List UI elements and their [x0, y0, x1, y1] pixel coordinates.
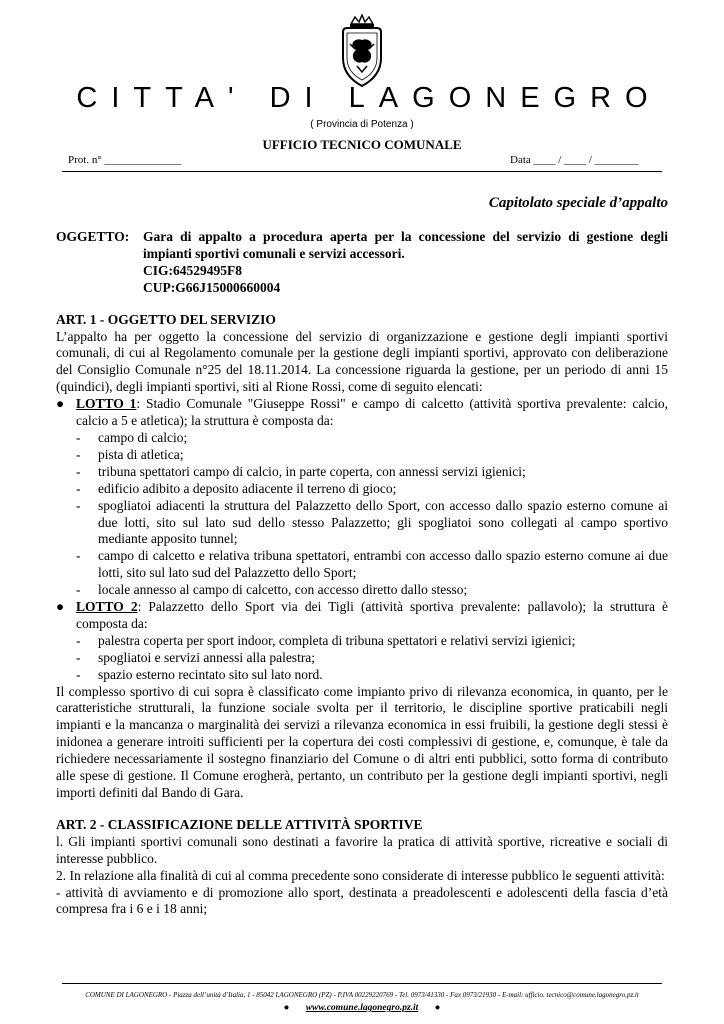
- bullet-icon: ●: [434, 1003, 441, 1013]
- office-title: UFFICIO TECNICO COMUNALE: [262, 137, 462, 152]
- bullet-icon: ●: [56, 599, 65, 615]
- list-item-text: palestra coperta per sport indoor, completa di tribuna spettatori e relativi servizi igienici;: [98, 632, 576, 648]
- lotto-1: [56, 396, 668, 430]
- document-body: [56, 229, 668, 918]
- website-link[interactable]: www.comune.lagonegro.pz.it: [305, 1003, 419, 1013]
- list-item: - locale annesso al campo di calcetto, con accesso diretto dallo stesso;: [56, 582, 668, 599]
- list-item: - spogliatoi adiacenti la struttura del Palazzetto dello Sport, con accesso dallo spazio esterno comune ai due lotti, sito sul lato sud dello stesso Palazzetto; gli spogliatoi sono collegati al campo sportivo mediante apposito tunnel;: [76, 497, 668, 547]
- list-item: - campo di calcetto e relativa tribuna spettatori, entrambi con accesso dallo spazio esterno comune ai due lotti, sito sul lato sud del Palazzetto dello Sport;: [76, 548, 668, 581]
- list-item-text: locale annesso al campo di calcetto, con accesso diretto dallo stesso;: [98, 582, 468, 598]
- lotto-2-text: : Palazzetto dello Sport via dei Tigli (attività sportiva prevalente: pallavolo); la struttura è composta da:: [76, 599, 668, 631]
- oggetto-block: [56, 229, 668, 297]
- list-item: - edificio adibito a deposito adiacente il terreno di gioco;: [56, 481, 668, 498]
- list-item-text: campo di calcio;: [98, 429, 188, 445]
- list-item-text: pista di atletica;: [98, 446, 184, 462]
- footer-address: COMUNE DI LAGONEGRO - Piazza dell’unità d’Italia, 1 - 85042 LAGONEGRO (PZ) - P.IVA 00229220769 - Tel. 0973/41330 - Fax 0973/21930 - E-mail: ufficio. tecnico@comune.lagonegro.pz.it: [85, 991, 639, 999]
- list-item: - palestra coperta per sport indoor, completa di tribuna spettatori e relativi servizi igienici;: [56, 633, 668, 650]
- oggetto-label: OGGETTO:: [56, 229, 130, 244]
- list-item-text: edificio adibito a deposito adiacente il terreno di gioco;: [98, 480, 397, 496]
- lotto-1-text: : Stadio Comunale "Giuseppe Rossi" e campo di calcetto (attività sportiva prevalente: calcio, calcio a 5 e atletica); la struttura è composta da:: [76, 396, 668, 429]
- list-item: - spogliatoi e servizi annessi alla palestra;: [56, 650, 668, 667]
- list-item: - pista di atletica;: [56, 447, 668, 464]
- oggetto-text: Gara di appalto a procedura aperta per la concessione del servizio di gestione degli impianti sportivi comunali e servizi accessori.: [143, 229, 668, 261]
- lotto-2: [56, 599, 668, 633]
- cup-code: CUP:G66J15000660004: [143, 279, 281, 295]
- art2-title: ART. 2 - CLASSIFICAZIONE DELLE ATTIVITÀ SPORTIVE: [56, 816, 423, 832]
- footer-website-row: [0, 1003, 724, 1013]
- lotto-2-label: LOTTO 2: [76, 599, 138, 615]
- province-label: ( Provincia di Potenza ): [310, 119, 414, 130]
- list-item: - campo di calcio;: [56, 430, 668, 447]
- list-item-text: spogliatoi e servizi annessi alla palestra;: [98, 649, 316, 665]
- art1-intro: L’appalto ha per oggetto la concessione del servizio di organizzazione e gestione degli impianti sportivi comunali, di cui al Regolamento comunale per la gestione degli impianti sportivi, approvato con deliberazione del Consiglio Comunale n°25 del 18.11.2014. La concessione riguarda la gestione, per un periodo di anni 15 (quindici), degli impianti sportivi, siti al Rione Rossi, come di seguito elencati:: [56, 328, 668, 395]
- lotto-1-label: LOTTO 1: [76, 396, 137, 412]
- city-crest-icon: [337, 14, 387, 88]
- cig-code: CIG:64529495F8: [143, 262, 242, 278]
- list-item: - tribuna spettatori campo di calcio, in parte coperta, con annessi servizi igienici;: [56, 464, 668, 481]
- list-item-text: spazio esterno recintato sito sul lato nord.: [98, 666, 323, 682]
- art1-closing: Il complesso sportivo di cui sopra è classificato come impianto privo di rilevanza economica, in quanto, per le caratteristiche strutturali, la funzione sociale svolta per il territorio, le discipline sportive praticabili negli impianti e la mancanza o marginalità dei servizi a rilevanza economica in essi fruibili, la gestione degli stessi è inidonea a generare introiti sufficienti per la copertura dei costi complessivi di gestione, e, comunque, è tale da richiedere necessariamente il sostegno finanziario del Comune o di altri enti pubblici, sotto forma di contributo alle spese di gestione. Il Comune erogherà, pertanto, un contributo per la gestione degli impianti sportivi, negli importi definiti dal Bando di Gara.: [56, 683, 668, 800]
- document-type-title: Capitolato speciale d’appalto: [488, 195, 668, 211]
- list-item: - spazio esterno recintato sito sul lato nord.: [56, 667, 668, 684]
- footer-divider: [62, 983, 662, 984]
- bullet-icon: ●: [283, 1003, 290, 1013]
- list-item-text: campo di calcetto e relativa tribuna spettatori, entrambi con accesso dallo spazio esterno comune ai due lotti, sito sul lato sud del Palazzetto dello Sport;: [98, 548, 668, 581]
- city-title: CITTA' DI LAGONEGRO: [76, 82, 662, 114]
- art2-paragraph-3: - attività di avviamento e di promozione allo sport, destinata a preadolescenti e adolescenti della fascia d’età compresa fra i 6 e i 18 anni;: [56, 884, 668, 917]
- list-item-text: tribuna spettatori campo di calcio, in parte coperta, con annessi servizi igienici;: [98, 463, 526, 479]
- bullet-icon: ●: [56, 396, 65, 412]
- art2-paragraph-1: l. Gli impianti sportivi comunali sono destinati a favorire la pratica di attività sportive, ricreative e sociali di interesse pubblico.: [56, 833, 668, 866]
- protocol-field: Prot. n° ______________: [68, 154, 182, 166]
- list-item-text: spogliatoi adiacenti la struttura del Palazzetto dello Sport, con accesso dallo spazio esterno comune ai due lotti, sito sul lato sud dello stesso Palazzetto; gli spogliatoi sono collegati al campo sportivo mediante apposito tunnel;: [98, 497, 668, 547]
- art2-paragraph-2: 2. In relazione alla finalità di cui al comma precedente sono considerate di interesse pubblico le seguenti attività:: [56, 867, 665, 883]
- art1-title: ART. 1 - OGGETTO DEL SERVIZIO: [56, 311, 276, 327]
- date-field: Data ____ / ____ / ________: [510, 154, 639, 166]
- header-divider: [62, 171, 662, 172]
